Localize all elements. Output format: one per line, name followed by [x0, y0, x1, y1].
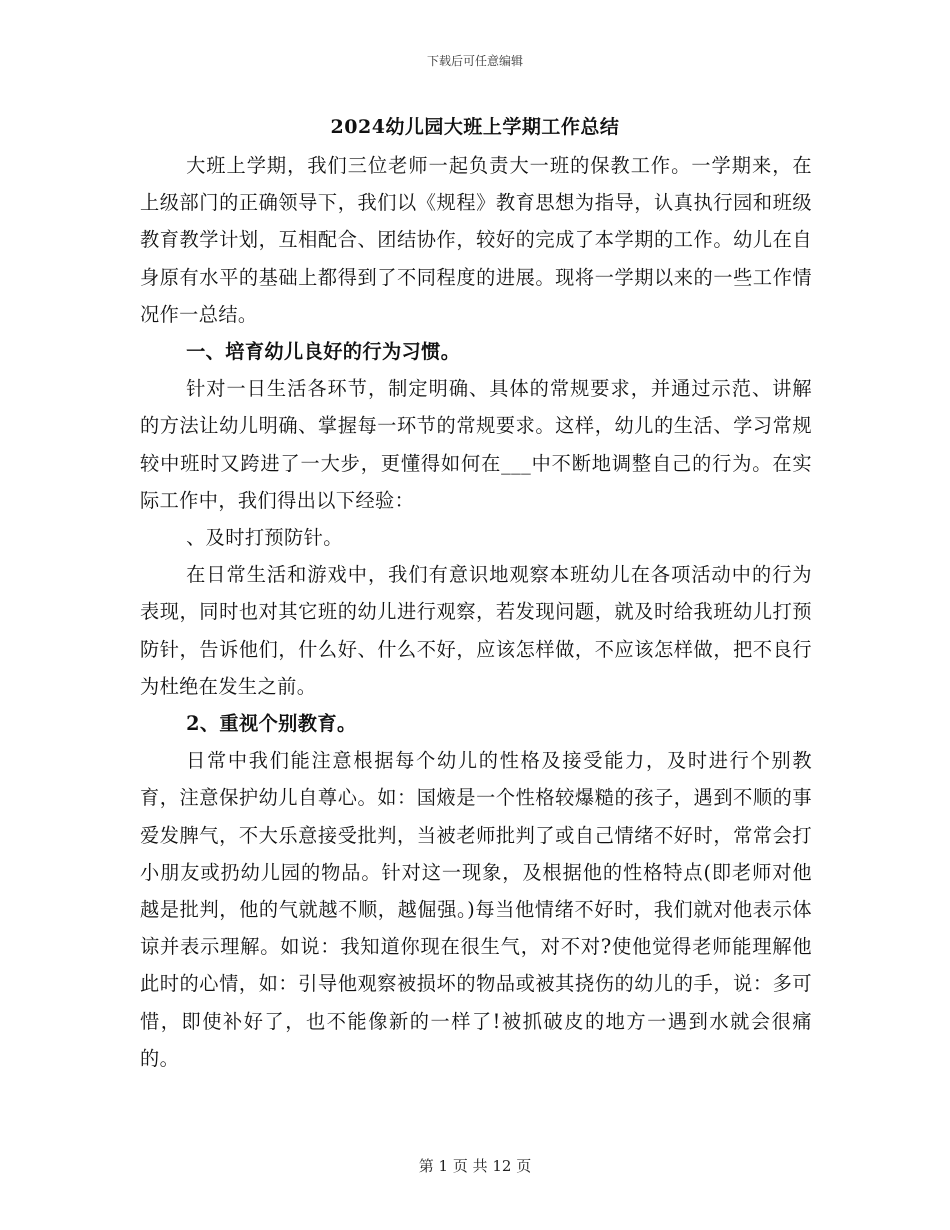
- subheading-preventive-measures: 、及时打预防针。: [186, 526, 343, 550]
- paragraph-observation: 在日常生活和游戏中，我们有意识地观察本班幼儿在各项活动中的行为表现，同时也对其它班的幼儿进行观察，若发现问题，就及时给我班幼儿打预防针，告诉他们，什么好、什么不好，应该怎样做，不应该怎样做，把不良行为杜绝在发生之前。: [140, 563, 812, 698]
- section-heading-individual-education: 2、重视个别教育。: [186, 712, 357, 736]
- paragraph-intro: 大班上学期，我们三位老师一起负责大一班的保教工作。一学期来，在上级部门的正确领导下，我们以《规程》教育思想为指导，认真执行园和班级教育教学计划，互相配合、团结协作，较好的完成了本学期的工作。幼儿在自身原有水平的基础上都得到了不同程度的进展。现将一学期以来的一些工作情况作一总结。: [140, 154, 812, 326]
- paragraph-routine-requirements: 针对一日生活各环节，制定明确、具体的常规要求，并通过示范、讲解的方法让幼儿明确、掌握每一环节的常规要求。这样，幼儿的生活、学习常规较中班时又跨进了一大步，更懂得如何在___中不断地调整自己的行为。在实际工作中，我们得出以下经验：: [140, 377, 812, 512]
- page-number: 第 1 页 共 12 页: [418, 1157, 532, 1175]
- section-heading-behavior-habits: 一、培育幼儿良好的行为习惯。: [186, 340, 461, 364]
- paragraph-individual-education: 日常中我们能注意根据每个幼儿的性格及接受能力，及时进行个别教育，注意保护幼儿自尊心。如：国焲是一个性格较爆糙的孩子，遇到不顺的事爱发脾气，不大乐意接受批判，当被老师批判了或自己情绪不好时，常常会打小朋友或扔幼儿园的物品。针对这一现象，及根据他的性格特点(即老师对他越是批判，他的气就越不顺，越倔强。)每当他情绪不好时，我们就对他表示体谅并表示理解。如说：我知道你现在很生气，对不对?使他觉得老师能理解他此时的心情，如：引导他观察被损坏的物品或被其挠伤的幼儿的手，说：多可惜，即使补好了，也不能像新的一样了!被抓破皮的地方一遇到水就会很痛的。: [140, 749, 812, 1070]
- document-body: [140, 147, 812, 1077]
- header-note: 下载后可任意编辑: [426, 54, 523, 68]
- document-title: 2024幼儿园大班上学期工作总结: [330, 116, 620, 138]
